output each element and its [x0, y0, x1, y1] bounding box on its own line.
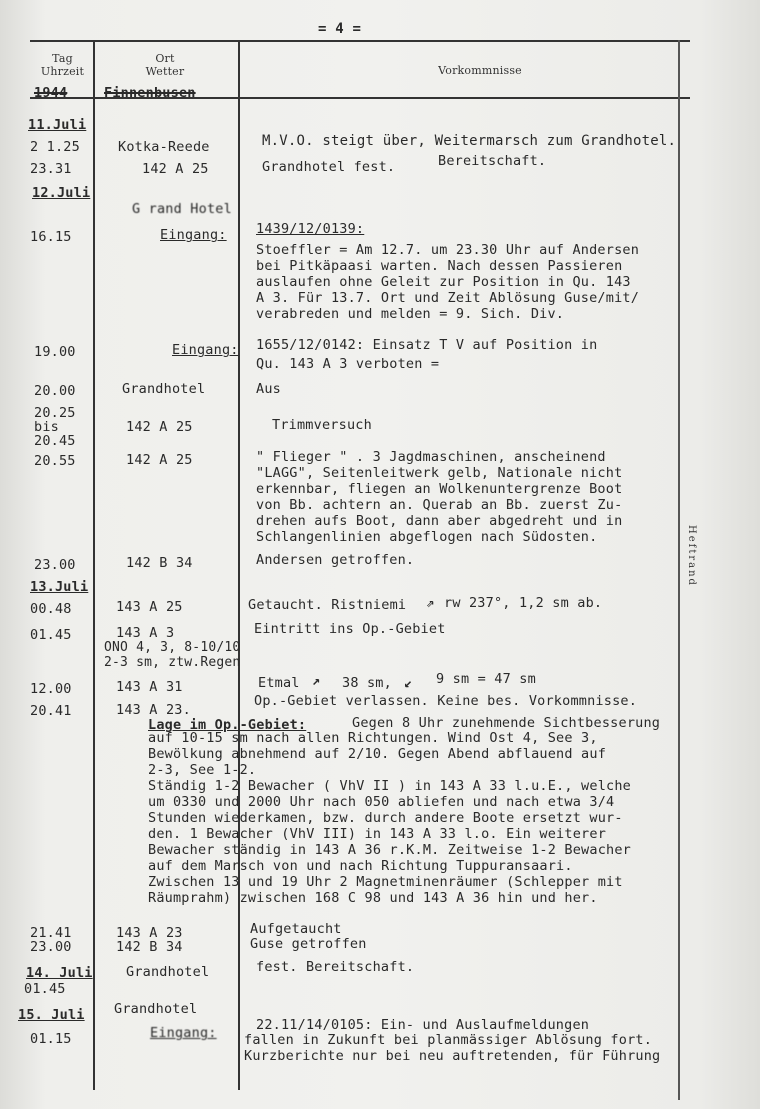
- row-time: 20.00: [34, 383, 76, 399]
- text-line: Gegen 8 Uhr zunehmende Sichtbesserung: [352, 715, 661, 731]
- row-place: 142 A 25: [126, 452, 193, 468]
- row-time: 01.45: [24, 981, 66, 997]
- row-place: 143 A 23 142 B 34: [116, 925, 183, 955]
- text-line: erkennbar, fliegen an Wolkenuntergrenze Boot: [256, 481, 623, 497]
- text-line: Stunden wiederkamen, bzw. durch andere Boote ersetzt wur-: [148, 810, 623, 826]
- header-events: Vorkommnisse: [438, 64, 522, 77]
- text-line: 2-3, See 1-2.: [148, 762, 257, 778]
- etmal-part-b: 9 sm = 47 sm: [436, 671, 536, 687]
- arrow-up-right-icon: ↗: [312, 673, 321, 689]
- row-place: Grandhotel: [122, 381, 206, 397]
- text-line: Stoeffler = Am 12.7. um 23.30 Uhr auf Andersen: [256, 242, 640, 258]
- text-line: den. 1 Bewacher (VhV III) in 143 A 33 l.o. Ein weiterer: [148, 826, 607, 842]
- row-event-extra: Qu. 143 A 3 verboten =: [256, 356, 440, 372]
- row-place: Kotka-Reede: [118, 139, 210, 155]
- day-12-juli: 12.Juli: [32, 185, 91, 201]
- row-place: 143 A 23.: [116, 702, 191, 718]
- row-time: 2 1.25: [30, 139, 80, 155]
- column-divider-1: [93, 40, 95, 1090]
- arrow-down-left-icon: ↙: [404, 675, 413, 691]
- bearing-arrow-icon: ⇗: [426, 595, 435, 611]
- text-line: A 3. Für 13.7. Ort und Zeit Ablösung Guse/mit/: [256, 290, 640, 306]
- signal-number: 1439/12/0139:: [256, 221, 365, 237]
- incoming-label: Eingang:: [150, 1025, 217, 1041]
- right-margin-line: [678, 40, 680, 1100]
- header-place-weather: Ort Wetter: [145, 52, 185, 78]
- text-line: auslaufen ohne Geleit zur Position in Qu. 143: [256, 274, 631, 290]
- row-place: 143 A 25: [116, 599, 183, 615]
- row-event: Getaucht. Ristniemi: [248, 597, 407, 613]
- header-top-rule: [30, 40, 690, 42]
- text-line: auf dem Marsch von und nach Richtung Tuppuransaari.: [148, 858, 573, 874]
- row-time: 00.48: [30, 601, 72, 617]
- incoming-label: Eingang:: [172, 342, 239, 358]
- row-place: 142 B 34: [126, 555, 193, 571]
- bearing-text: rw 237°, 1,2 sm ab.: [444, 595, 603, 611]
- day-14-juli: 14. Juli: [26, 965, 93, 981]
- text-line: Schlangenlinien abgeflogen nach Südosten.: [256, 529, 598, 545]
- row-time: 20.55: [34, 453, 76, 469]
- text-line: Ständig 1-2 Bewacher ( VhV II ) in 143 A 33 l.u.E., welche: [148, 778, 632, 794]
- row-time: 19.00: [34, 344, 76, 360]
- text-line: Zwischen 13 und 19 Uhr 2 Magnetminenräumer (Schlepper mit: [148, 874, 623, 890]
- row-event: Etmal: [258, 675, 300, 691]
- text-line: auf 10-15 sm nach allen Richtungen. Wind Ost 4, See 3,: [148, 730, 598, 746]
- header-day-time: Tag Uhrzeit: [40, 52, 85, 78]
- text-line: Bewölkung abnehmend auf 2/10. Gegen Abend abflauend auf: [148, 746, 607, 762]
- row-place: 143 A 31: [116, 679, 183, 695]
- row-time: 01.45: [30, 627, 72, 643]
- row-place: 143 A 3: [116, 625, 175, 641]
- day-13-juli: 13.Juli: [30, 579, 89, 595]
- etmal-part-a: 38 sm,: [342, 675, 392, 691]
- row-event: M.V.O. steigt über, Weitermarsch zum Grandhotel.: [262, 133, 677, 149]
- year-place: Finnenbusen: [104, 85, 196, 101]
- text-line: um 0330 und 2000 Uhr nach 050 abliefen und nach etwa 3/4: [148, 794, 615, 810]
- row-time: 23.00: [34, 557, 76, 573]
- row-event: Aus: [256, 381, 281, 397]
- row-time: 12.00: [30, 681, 72, 697]
- text-line: Bewacher ständig in 143 A 36 r.K.M. Zeitweise 1-2 Bewacher: [148, 842, 632, 858]
- situation-label: Lage im Op.-Gebiet:: [148, 717, 307, 733]
- text-line: bei Pitkäpaasi warten. Nach dessen Passieren: [256, 258, 623, 274]
- margin-note-heftrand: Heftrand: [686, 525, 697, 587]
- text-line: Räumprahm) zwischen 168 C 98 und 143 A 36 hin und her.: [148, 890, 598, 906]
- text-line: verabreden und melden = 9. Sich. Div.: [256, 306, 565, 322]
- row-event: 1655/12/0142: Einsatz T V auf Position in: [256, 337, 598, 353]
- row-event: Op.-Gebiet verlassen. Keine bes. Vorkommnisse.: [254, 693, 638, 709]
- row-event: Trimmversuch: [272, 417, 372, 433]
- row-time: 20.25 bis 20.45: [34, 405, 76, 449]
- row-time: 21.41 23.00: [30, 925, 72, 955]
- row-place: Grandhotel: [114, 1001, 198, 1017]
- text-line: Kurzberichte nur bei neu auftretenden, für Führung: [244, 1048, 661, 1064]
- column-divider-2: [238, 40, 240, 1090]
- text-line: von Bb. achtern an. Querab an Bb. zuerst Zu-: [256, 497, 623, 513]
- row-time: 20.41: [30, 703, 72, 719]
- page-number: = 4 =: [318, 21, 362, 37]
- row-event: 22.11/14/0105: Ein- und Auslaufmeldungen: [256, 1017, 590, 1033]
- text-line: drehen aufs Boot, dann aber abgedreht und in: [256, 513, 623, 529]
- row-event: fest. Bereitschaft.: [256, 959, 415, 975]
- incoming-label: Eingang:: [160, 227, 227, 243]
- text-line: " Flieger " . 3 Jagdmaschinen, anscheinend: [256, 449, 606, 465]
- row-place: 142 A 25: [142, 161, 209, 177]
- text-line: fallen in Zukunft bei planmässiger Ablösung fort.: [244, 1032, 653, 1048]
- row-time: 01.15: [30, 1031, 72, 1047]
- row-place: Grandhotel: [126, 964, 210, 980]
- row-event: Eintritt ins Op.-Gebiet: [254, 621, 446, 637]
- row-event: Aufgetaucht Guse getroffen: [250, 921, 367, 952]
- row-weather: ONO 4, 3, 8-10/10 2-3 sm, ztw.Regen: [104, 640, 241, 670]
- row-event: Andersen getroffen.: [256, 552, 415, 568]
- row-place: 142 A 25: [126, 419, 193, 435]
- year: 1944: [34, 85, 68, 101]
- day-15-juli: 15. Juli: [18, 1007, 85, 1023]
- row-time: 16.15: [30, 229, 72, 245]
- day-11-juli: 11.Juli: [28, 117, 87, 133]
- row-event: Grandhotel fest.: [262, 159, 396, 175]
- row-event-extra: Bereitschaft.: [438, 153, 547, 169]
- text-line: "LAGG", Seitenleitwerk gelb, Nationale nicht: [256, 465, 623, 481]
- row-time: 23.31: [30, 161, 72, 177]
- row-place: G rand Hotel: [132, 201, 232, 217]
